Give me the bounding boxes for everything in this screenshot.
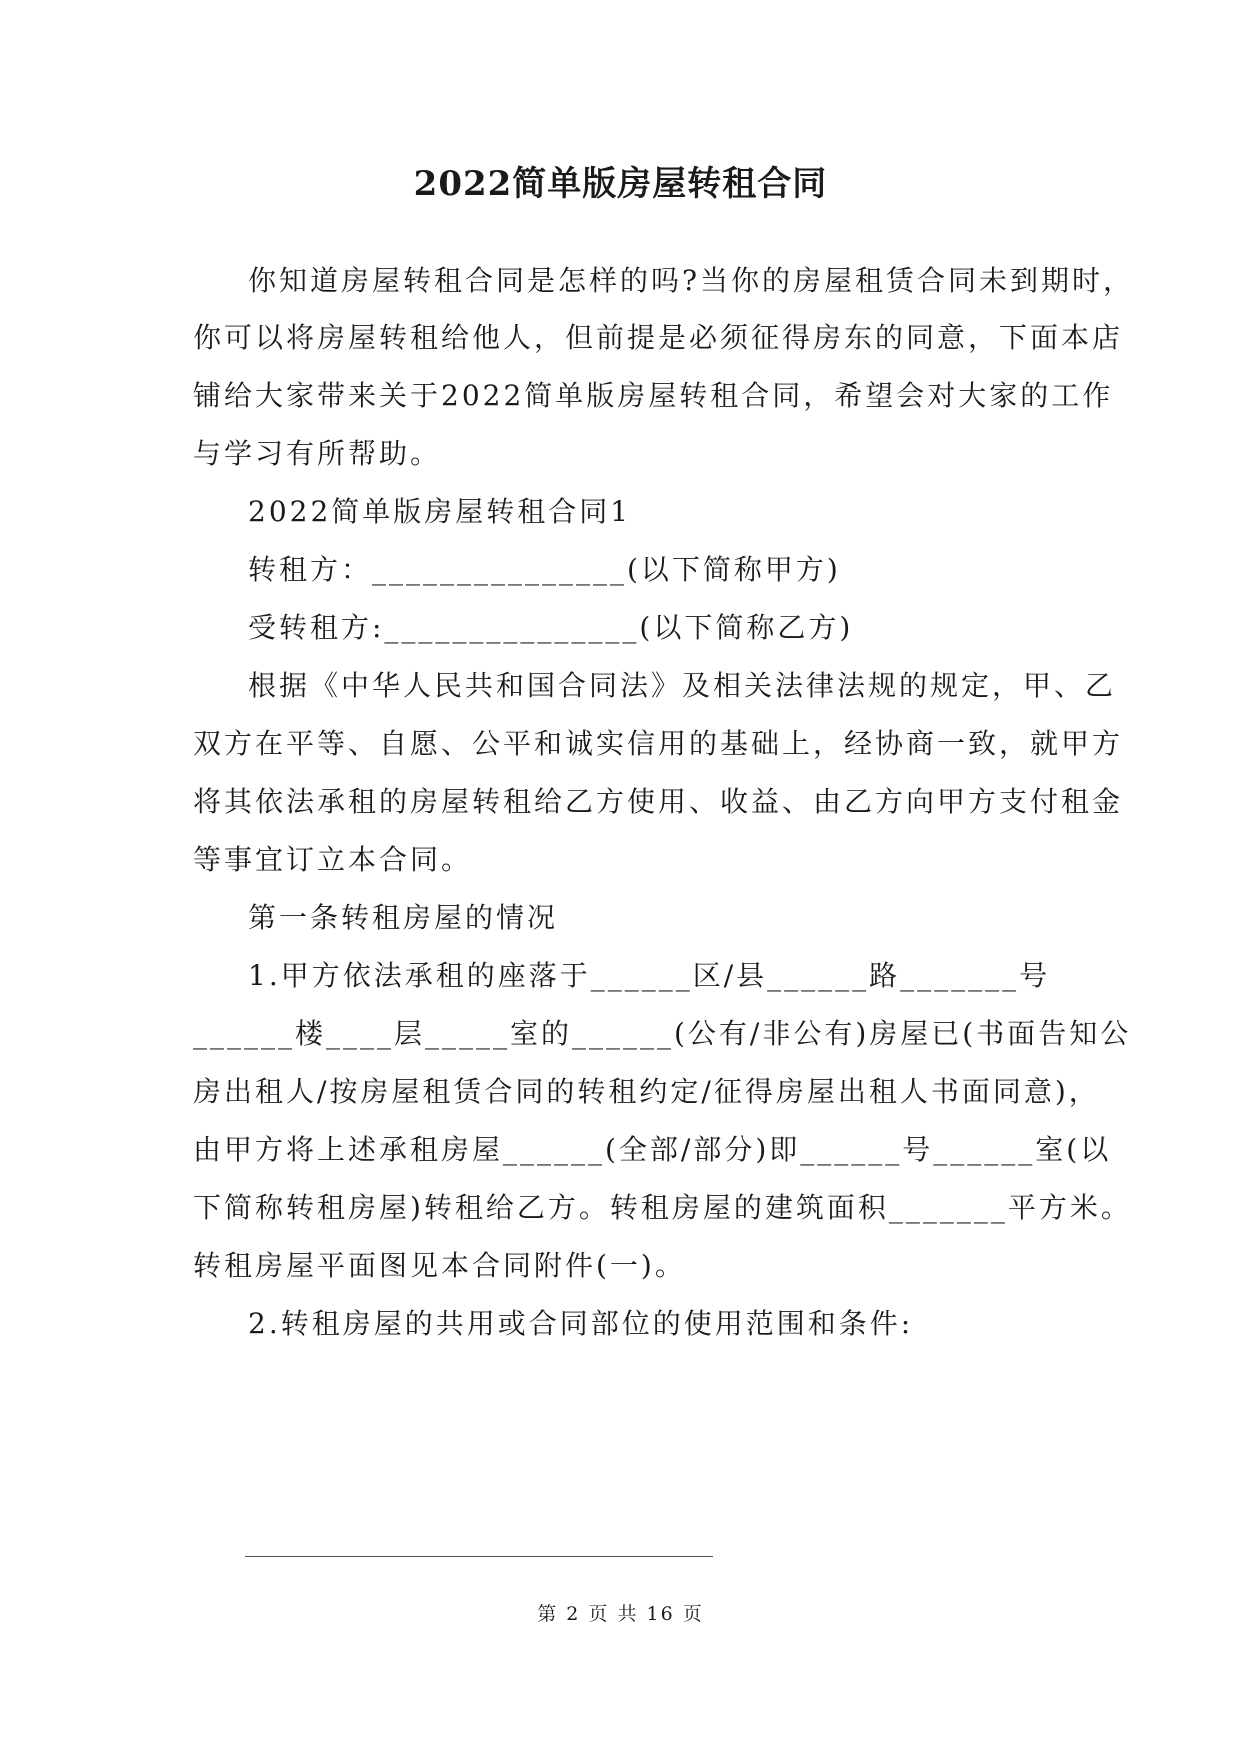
article-1-heading: 第一条转租房屋的情况 [248, 901, 559, 934]
contract-heading: 2022简单版房屋转租合同1 [248, 495, 632, 528]
page-number-footer: 第 2 页 共 16 页 [537, 1603, 704, 1625]
intro-line: 你可以将房屋转租给他人，但前提是必须征得房东的同意，下面本店 [193, 321, 1124, 354]
clause-1-line: 房出租人/按房屋租赁合同的转租约定/征得房屋出租人书面同意)， [193, 1075, 1100, 1108]
basis-line: 将其依法承租的房屋转租给乙方使用、收益、由乙方向甲方支付租金 [193, 785, 1124, 818]
page-title: 2022简单版房屋转租合同 [413, 164, 828, 204]
basis-line: 双方在平等、自愿、公平和诚实信用的基础上，经协商一致，就甲方 [193, 727, 1124, 760]
footnote-rule [245, 1556, 713, 1557]
basis-line: 根据《中华人民共和国合同法》及相关法律法规的规定，甲、乙 [248, 669, 1117, 702]
clause-1-line: 1.甲方依法承租的座落于______区/县______路_______号 [248, 959, 1051, 992]
clause-1-line: 转租房屋平面图见本合同附件(一)。 [193, 1249, 686, 1282]
party-a-line: 转租方：_______________(以下简称甲方) [248, 553, 841, 586]
clause-1-line: 由甲方将上述承租房屋______(全部/部分)即______号______室(以 [193, 1133, 1112, 1166]
intro-line: 铺给大家带来关于2022简单版房屋转租合同，希望会对大家的工作 [193, 379, 1114, 412]
basis-line: 等事宜订立本合同。 [193, 843, 473, 876]
party-b-line: 受转租方:_______________(以下简称乙方) [248, 611, 854, 644]
intro-line: 你知道房屋转租合同是怎样的吗?当你的房屋租赁合同未到期时， [248, 264, 1135, 297]
intro-line: 与学习有所帮助。 [193, 437, 442, 470]
clause-2-line: 2.转租房屋的共用或合同部位的使用范围和条件: [248, 1307, 914, 1340]
clause-1-line: ______楼____层_____室的______(公有/非公有)房屋已(书面告知公 [193, 1017, 1132, 1050]
clause-1-line: 下简称转租房屋)转租给乙方。转租房屋的建筑面积_______平方米。 [193, 1191, 1132, 1224]
